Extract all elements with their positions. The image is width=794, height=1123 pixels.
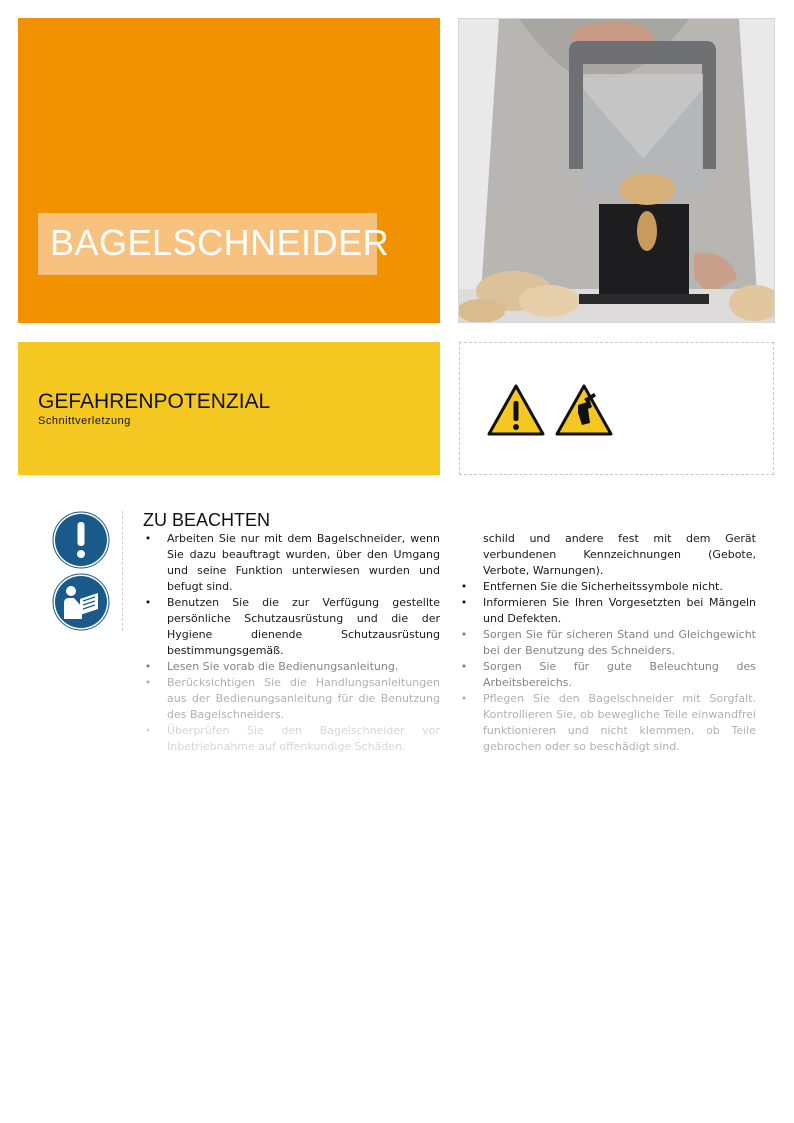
list-item: • Berücksichtigen Sie die Handlungsanleitungen aus der Bedienungsanleitung für die Benutzung des Bagelschneiders. xyxy=(144,676,440,721)
notes-left-column xyxy=(143,531,440,755)
notes-divider xyxy=(122,511,123,631)
general-warning-icon xyxy=(486,383,546,437)
hazard-symbols-panel xyxy=(459,342,774,475)
list-item-continuation: schild und andere fest mit dem Gerät verbundenen Kennzeichnungen (Gebote, Verbote, Warnungen). xyxy=(483,532,756,577)
list-item: • Pflegen Sie den Bagelschneider mit Sorgfalt. Kontrollieren Sie, ob bewegliche Teile einwandfrei funktionieren und nicht klemmen, ob Teile gebrochen oder so beschädigt sind. xyxy=(460,692,756,753)
cutting-hazard-icon xyxy=(554,383,614,437)
list-item: • Sorgen Sie für sicheren Stand und Gleichgewicht bei der Benutzung des Schneiders. xyxy=(460,628,756,657)
notes-right-column xyxy=(459,531,756,755)
list-item: • Arbeiten Sie nur mit dem Bagelschneider, wenn Sie dazu beauftragt wurden, über den Umgang und seine Funktion unterwiesen wurden und befugt sind. xyxy=(144,532,440,593)
hazard-title: GEFAHRENPOTENZIAL xyxy=(38,390,271,413)
title-panel xyxy=(18,18,440,323)
list-item: • Lesen Sie vorab die Bedienungsanleitung. xyxy=(144,660,399,673)
list-item: • Überprüfen Sie den Bagelschneider vor Inbetriebnahme auf offenkundige Schäden. xyxy=(144,724,440,753)
mandatory-note-icon xyxy=(52,511,110,569)
list-item: • Informieren Sie Ihren Vorgesetzten bei Mängeln und Defekten. xyxy=(460,596,756,625)
bagel-slicer-photo xyxy=(458,18,775,323)
hazard-subtitle: Schnittverletzung xyxy=(38,415,131,427)
read-manual-icon xyxy=(52,573,110,631)
list-item: • Sorgen Sie für gute Beleuchtung des Arbeitsbereichs. xyxy=(460,660,756,689)
list-item: • Benutzen Sie die zur Verfügung gestellte persönliche Schutzausrüstung und die der Hygiene dienende Schutzausrüstung bestimmungsgemäß. xyxy=(144,596,440,657)
list-item: • Entfernen Sie die Sicherheitssymbole nicht. xyxy=(460,580,723,593)
page-title: BAGELSCHNEIDER xyxy=(50,222,390,263)
notes-heading: ZU BEACHTEN xyxy=(143,510,271,530)
